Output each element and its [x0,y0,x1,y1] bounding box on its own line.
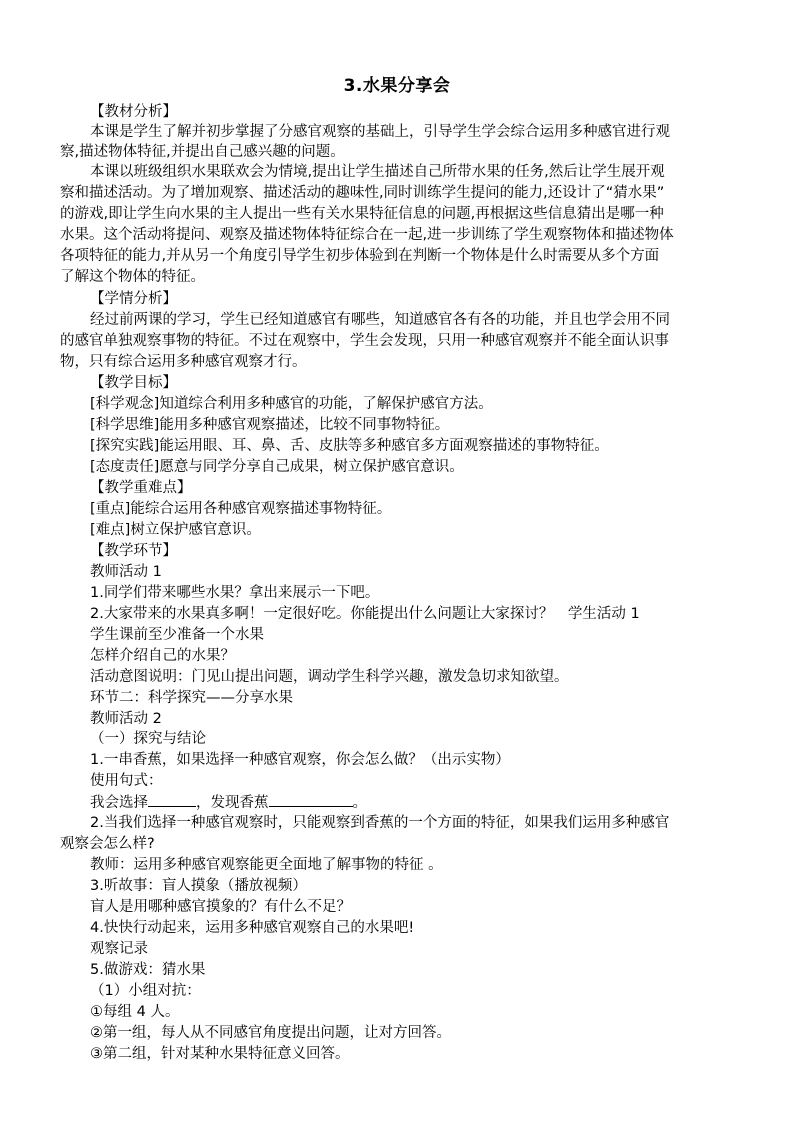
paragraph-line: 环节二：科学探究——分享水果 [90,690,293,706]
paragraph-line: 察,描述物体特征,并提出自己感兴趣的问题。 [60,144,345,160]
paragraph-line: 本课是学生了解并初步掌握了分感官观察的基础上，引导学生学会综合运用多种感官进行观 [90,124,670,140]
section-heading-teaching-goals: 【教学目标】 [90,375,177,391]
paragraph-line: 4.快快行动起来，运用多种感官观察自己的水果吧! [90,920,415,936]
paragraph-line: 观察记录 [90,941,148,957]
goal-item: [态度责任]愿意与同学分享自己成果，树立保护感官意识。 [90,459,464,475]
paragraph-line: ②第一组，每人从不同感官角度提出问题，让对方回答。 [90,1025,451,1041]
paragraph-line: 使用句式： [90,773,163,789]
paragraph-line: 各项特征的能力,并从另一个角度引导学生初步体验到在判断一个物体是什么时需要从多个方面 [60,248,660,264]
section-heading-teaching-steps: 【教学环节】 [90,543,177,559]
paragraph-line: 水果。这个活动将提问、观察及描述物体特征综合在一起,进一步训练了学生观察物体和描述物体 [60,227,674,243]
paragraph-line: 盲人是用哪种感官摸象的？有什么不足？ [90,899,351,915]
paragraph-line: 察和描述活动。为了增加观察、描述活动的趣味性,同时训练学生提问的能力,还设计了“猜水果” [60,185,665,201]
paragraph-line: 2.当我们选择一种感官观察时，只能观察到香蕉的一个方面的特征，如果我们运用多种感官 [90,815,670,831]
paragraph-line: 物，只有综合运用多种感官观察才行。 [60,354,307,370]
paragraph-line: 2.大家带来的水果真多啊！一定很好吃。你能提出什么问题让大家探讨？ 学生活动 1 [90,606,640,622]
paragraph-line: 学生课前至少准备一个水果 [90,627,264,643]
paragraph-line: 怎样介绍自己的水果？ [90,648,235,664]
key-point-item: [难点]树立保护感官意识。 [90,522,261,538]
paragraph-line: 的感官单独观察事物的特征。不过在观察中，学生会发现，只用一种感官观察并不能全面认识事 [60,333,669,349]
paragraph-line: 经过前两课的学习，学生已经知道感官有哪些，知道感官各有各的功能，并且也学会用不同 [90,312,670,328]
sentence-part: ，发现香蕉 [196,795,269,811]
paragraph-line: 教师活动 1 [90,564,162,580]
paragraph-line: 观察会怎么样? [60,836,155,852]
paragraph-line: 3.听故事：盲人摸象（播放视频） [90,878,307,894]
paragraph-line: 教师活动 2 [90,711,162,727]
sentence-part: 我会选择 [90,795,148,811]
paragraph-line: ③第二组，针对某种水果特征意义回答。 [90,1046,350,1062]
paragraph-line: ①每组 4 人。 [90,1004,180,1020]
goal-item: [科学思维]能用多种感官观察描述，比较不同事物特征。 [90,417,450,433]
paragraph-line: 了解这个物体的特征。 [60,269,205,285]
paragraph-line: 1.一串香蕉，如果选择一种感官观察，你会怎么做？（出示实物） [90,752,510,768]
paragraph-line: 1.同学们带来哪些水果？拿出来展示一下吧。 [90,585,380,601]
sentence-pattern-line [90,792,367,813]
section-heading-textbook-analysis: 【教材分析】 [90,104,177,120]
paragraph-line: （一）探究与结论 [90,731,206,747]
paragraph-line: 5.做游戏：猜水果 [90,962,206,978]
key-point-item: [重点]能综合运用各种感官观察描述事物特征。 [90,501,392,517]
sentence-part: 。 [352,795,367,811]
paragraph-line: （1）小组对抗： [90,983,201,999]
section-heading-student-analysis: 【学情分析】 [90,291,177,307]
goal-item: [探究实践]能运用眼、耳、鼻、舌、皮肤等多种感官多方面观察描述的事物特征。 [90,438,609,454]
section-heading-key-points: 【教学重难点】 [90,480,192,496]
paragraph-line: 教师：运用多种感官观察能更全面地了解事物的特征 。 [90,857,443,873]
fill-blank [269,792,353,807]
goal-item: [科学观念]知道综合利用多种感官的功能，了解保护感官方法。 [90,396,493,412]
fill-blank [148,792,196,807]
page-title: 3.水果分享会 [343,76,451,96]
paragraph-line: 本课以班级组织水果联欢会为情境,提出让学生描述自己所带水果的任务,然后让学生展开观 [90,164,665,180]
paragraph-line: 的游戏,即让学生向水果的主人提出一些有关水果特征信息的问题,再根据这些信息猜出是哪一种 [60,206,664,222]
paragraph-line: 活动意图说明：门见山提出问题，调动学生科学兴趣，激发急切求知欲望。 [90,669,569,685]
